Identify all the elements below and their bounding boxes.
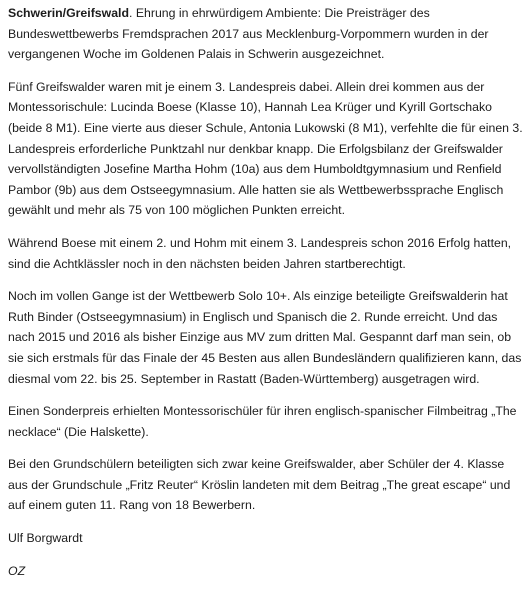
- source-label: OZ: [8, 563, 26, 578]
- dateline: Schwerin/Greifswald: [8, 6, 129, 20]
- author-name: Ulf Borgwardt: [8, 531, 83, 546]
- paragraph: Noch im vollen Gange ist der Wettbewerb Solo 10+. Als einzige beteiligte Greifswalderin hat Ruth Binder (Ostseegymnasium) in Englisch und Spanisch die 2. Runde erreicht. Und das nach 2015 und 2016 als bisher Einzige aus MV zum dritten Mal. Gespannt darf man sein, ob sie sich erstmals für das Finale der 45 Besten aus allen Bundesländern qualifizieren kann, das diesmal vom 22. bis 25. September in Rastatt (Baden-Württemberg) ausgetragen wird.: [8, 289, 522, 386]
- paragraph: Während Boese mit einem 2. und Hohm mit einem 3. Landespreis schon 2016 Erfolg hatten, sind die Achtklässler noch in den nächsten beiden Jahren startberechtigt.: [8, 235, 512, 271]
- lead-text: Ehrung in ehrwürdigem Ambiente: Die Preisträger des Bundeswettbewerbs Fremdsprachen 2017 aus Mecklenburg-Vorpommern wurden in der vergangenen Woche im Goldenen Palais in Schwerin ausgezeichnet.: [8, 6, 489, 62]
- paragraph: Bei den Grundschülern beteiligten sich zwar keine Greifswalder, aber Schüler der 4. Klasse aus der Grundschule „Fritz Reuter“ Kröslin landeten mit dem Beitrag „The great escape“ und auf einem guten 11. Rang von 18 Bewerbern.: [8, 457, 511, 513]
- article-body: [8, 3, 523, 593]
- paragraph: Einen Sonderpreis erhielten Montessorischüler für ihren englisch-spanischer Filmbeitrag „The necklace“ (Die Halskette).: [8, 404, 517, 439]
- paragraph: Fünf Greifswalder waren mit je einem 3. Landespreis dabei. Allein drei kommen aus der Montessorischule: Lucinda Boese (Klasse 10), Hannah Lea Krüger und Kyrill Gortschako (beide 8 M1). Eine vierte aus dieser Schule, Antonia Lukowski (8 M1), verfehlte die für einen 3. Landespreis erforderliche Punktzahl nur denkbar knapp. Die Erfolgsbilanz der Greifswalder vervollständigten Josefine Martha Hohm (10a) aus dem Humboldtgymnasium und Renfield Pambor (9b) aus dem Ostseegymnasium. Alle hatten sie als Wettbewerbssprache Englisch gewählt und mehr als 75 von 100 möglichen Punkten erreicht.: [8, 79, 523, 218]
- dateline-separator: .: [128, 6, 136, 20]
- paragraph-lead: [8, 3, 523, 65]
